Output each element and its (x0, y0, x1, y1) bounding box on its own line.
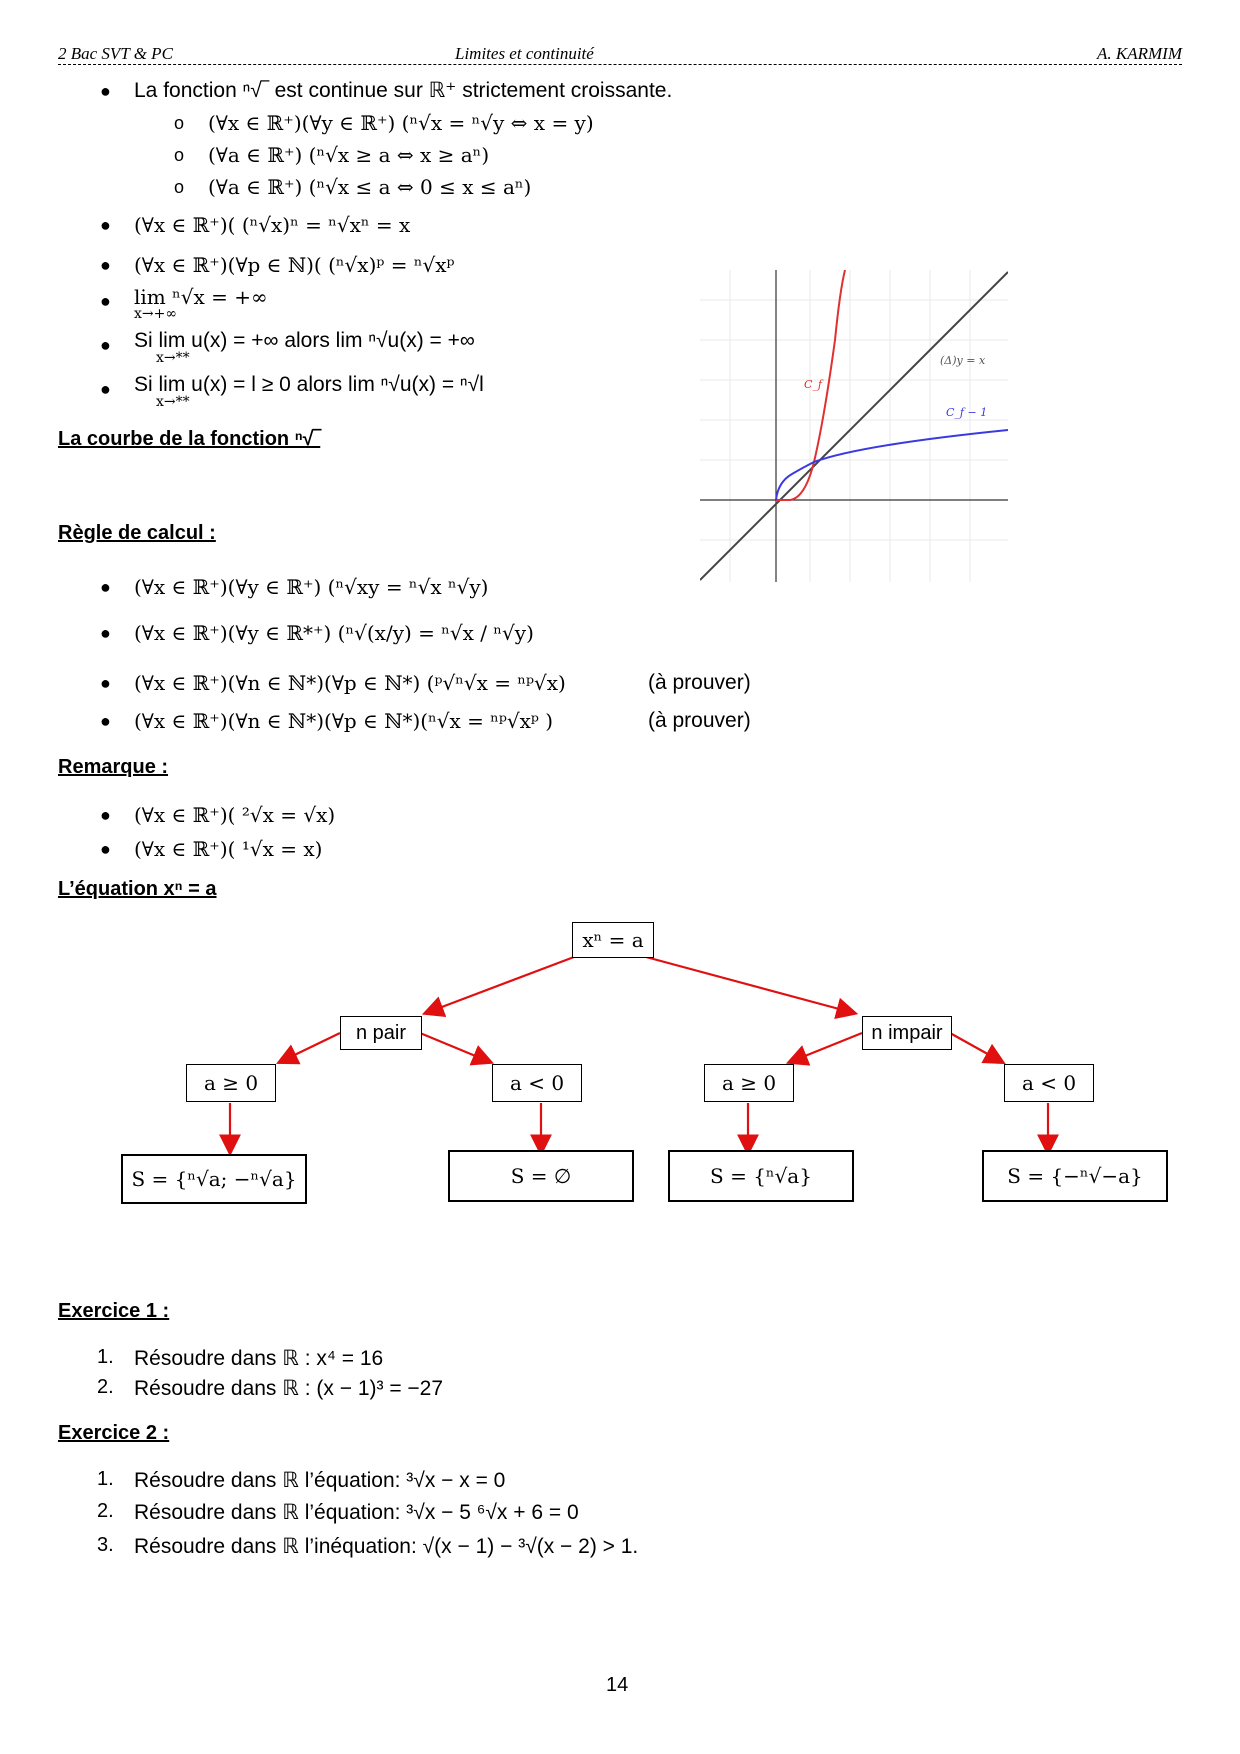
header-left: 2 Bac SVT & PC (58, 44, 173, 63)
prop-power-p: (∀x ∈ ℝ⁺)(∀p ∈ ℕ)( (ⁿ√x)ᵖ = ⁿ√xᵖ (134, 253, 455, 277)
tree-solution-odd-pos: S = {ⁿ√a} (668, 1150, 854, 1202)
bullet: ● (100, 255, 111, 275)
bullet: ● (100, 215, 111, 235)
prop-limit: lim ⁿ√x = +∞ (134, 285, 268, 309)
arrow-odd-pos (790, 1033, 862, 1062)
bullet: ● (100, 335, 111, 355)
bullet: ● (100, 577, 111, 597)
arrow-even-pos (280, 1033, 340, 1062)
bullet: ● (100, 673, 111, 693)
tree-solution-even-neg: S = ∅ (448, 1150, 634, 1202)
heading-exercice-1: Exercice 1 : (58, 1300, 170, 1322)
exercise2-item-number: 1. (97, 1468, 114, 1490)
exercise2-item: Résoudre dans ℝ l’équation: ³√x − 5 ⁶√x + 6 = 0 (134, 1501, 579, 1524)
tree-root: xⁿ = a (572, 922, 654, 958)
prop-limit-u-sub: x→** (156, 350, 190, 366)
tree-n-odd: n impair (862, 1016, 952, 1050)
bullet: ● (100, 623, 111, 643)
tree-odd-a-neg: a < 0 (1004, 1064, 1094, 1102)
rule-to-prove: (à prouver) (648, 709, 751, 732)
prop-limit-sub: x→+∞ (134, 306, 178, 322)
remark-first-root: (∀x ∈ ℝ⁺)( ¹√x = x) (134, 837, 323, 861)
sub-bullet: o (174, 177, 185, 197)
heading-equation: L’équation xⁿ = a (58, 878, 217, 900)
rule-power-root: (∀x ∈ ℝ⁺)(∀n ∈ ℕ*)(∀p ∈ ℕ*)(ⁿ√x = ⁿᵖ√xᵖ ) (134, 709, 554, 733)
arrow-root-odd (646, 957, 854, 1013)
heading-remarque: Remarque : (58, 756, 169, 778)
arrow-odd-neg (950, 1033, 1002, 1062)
bullet: ● (100, 291, 111, 311)
label-delta: (Δ)y = x (940, 354, 986, 367)
prop-sub-3: (∀a ∈ ℝ⁺) (ⁿ√x ≤ a ⇔ 0 ≤ x ≤ aⁿ) (208, 175, 532, 199)
exercise1-item: Résoudre dans ℝ : (x − 1)³ = −27 (134, 1377, 444, 1400)
arrow-root-even (426, 957, 574, 1013)
tree-solution-odd-neg: S = {−ⁿ√−a} (982, 1150, 1168, 1202)
tree-odd-a-pos: a ≥ 0 (704, 1064, 794, 1102)
exercise2-item-number: 3. (97, 1534, 114, 1556)
prop-sub-2: (∀a ∈ ℝ⁺) (ⁿ√x ≥ a ⇔ x ≥ aⁿ) (208, 143, 490, 167)
exercise2-item: Résoudre dans ℝ l’équation: ³√x − x = 0 (134, 1469, 506, 1492)
tree-even-a-neg: a < 0 (492, 1064, 582, 1102)
arrow-even-neg (420, 1033, 490, 1062)
rule-to-prove: (à prouver) (648, 671, 751, 694)
exercise1-item-number: 2. (97, 1376, 114, 1398)
rule-quotient: (∀x ∈ ℝ⁺)(∀y ∈ ℝ*⁺) (ⁿ√(x/y) = ⁿ√x / ⁿ√y) (134, 621, 534, 645)
prop-sub-1: (∀x ∈ ℝ⁺)(∀y ∈ ℝ⁺) (ⁿ√x = ⁿ√y ⇔ x = y) (208, 111, 594, 135)
heading-regle: Règle de calcul : (58, 522, 216, 544)
label-cf: C_f (804, 378, 822, 391)
exercise2-item-number: 2. (97, 1500, 114, 1522)
exercise2-item: Résoudre dans ℝ l’inéquation: √(x − 1) − ³√(x − 2) > 1. (134, 1535, 639, 1558)
tree-even-a-pos: a ≥ 0 (186, 1064, 276, 1102)
header-center: Limites et continuité (455, 44, 594, 63)
prop-limit-l: Si lim u(x) = l ≥ 0 alors lim ⁿ√u(x) = ⁿ√l (134, 373, 484, 396)
bullet: ● (100, 81, 111, 101)
page-number: 14 (606, 1674, 629, 1696)
rule-nested-root: (∀x ∈ ℝ⁺)(∀n ∈ ℕ*)(∀p ∈ ℕ*) (ᵖ√ⁿ√x = ⁿᵖ√x) (134, 671, 566, 695)
sub-bullet: o (174, 145, 185, 165)
bullet: ● (100, 839, 111, 859)
remark-square-root: (∀x ∈ ℝ⁺)( ²√x = √x) (134, 803, 336, 827)
bullet: ● (100, 379, 111, 399)
heading-courbe: La courbe de la fonction ⁿ√‾ (58, 428, 321, 450)
prop-power: (∀x ∈ ℝ⁺)( (ⁿ√x)ⁿ = ⁿ√xⁿ = x (134, 213, 411, 237)
bullet: ● (100, 711, 111, 731)
sub-bullet: o (174, 113, 185, 133)
prop-limit-u: Si lim u(x) = +∞ alors lim ⁿ√u(x) = +∞ (134, 329, 475, 352)
header-right: A. KARMIM (1097, 44, 1182, 63)
heading-exercice-2: Exercice 2 : (58, 1422, 170, 1444)
prop-limit-l-sub: x→** (156, 394, 190, 410)
tree-solution-even-pos: S = {ⁿ√a; −ⁿ√a} (121, 1154, 307, 1204)
rule-product: (∀x ∈ ℝ⁺)(∀y ∈ ℝ⁺) (ⁿ√xy = ⁿ√x ⁿ√y) (134, 575, 489, 599)
bullet: ● (100, 805, 111, 825)
exercise1-item-number: 1. (97, 1346, 114, 1368)
exercise1-item: Résoudre dans ℝ : x⁴ = 16 (134, 1347, 384, 1370)
tree-n-even: n pair (340, 1016, 422, 1050)
label-cf-inverse: C_f − 1 (946, 406, 988, 419)
prop-continuity: La fonction ⁿ√‾ est continue sur ℝ⁺ strictement croissante. (134, 79, 673, 102)
